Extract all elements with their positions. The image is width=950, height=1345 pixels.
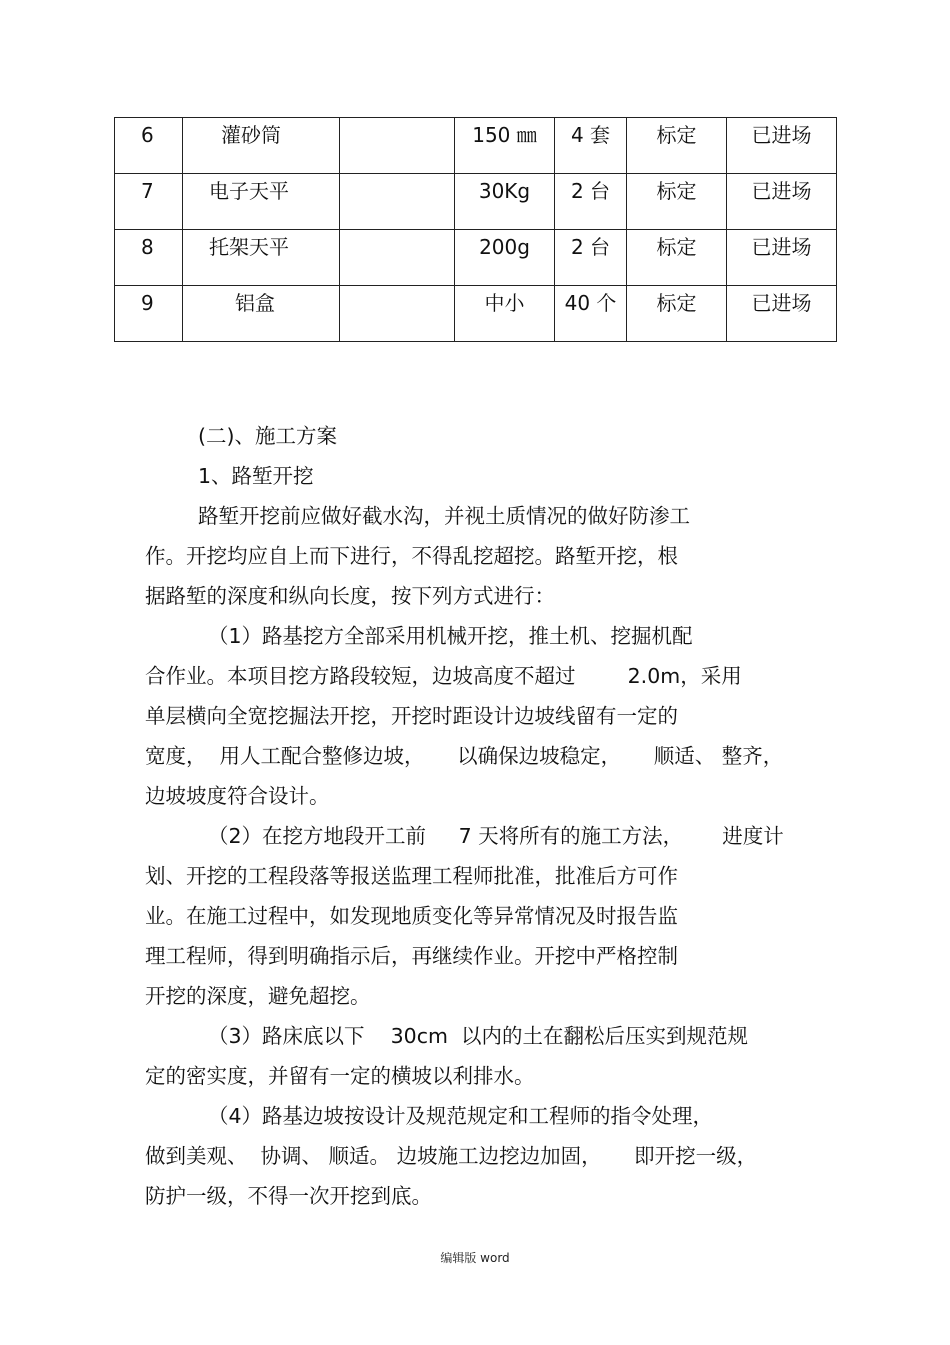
equipment-spec: 中小 [455,286,555,342]
section-subheading: 1、路堑开挖 [198,464,314,488]
equipment-spec: 30Kg [455,174,555,230]
equipment-calibration: 标定 [627,174,727,230]
paragraph-line: 防护一级，不得一次开挖到底。 [145,1184,432,1208]
paragraph-line: 开挖的深度，避免超挖。 [145,984,371,1008]
section-heading: (二)、施工方案 [198,424,337,448]
paragraph-line: 合作业。本项目挖方路段较短，边坡高度不超过 2.0m，采用 [145,664,742,688]
page-footer: 编辑版 word [440,1251,510,1265]
equipment-status: 已进场 [727,118,837,174]
equipment-qty: 2 台 [555,230,627,286]
paragraph-line: 定的密实度，并留有一定的横坡以利排水。 [145,1064,535,1088]
equipment-qty: 2 台 [555,174,627,230]
paragraph-line: （3）路床底以下 30cm 以内的土在翻松后压实到规范规 [208,1024,748,1048]
paragraph-line: 理工程师，得到明确指示后，再继续作业。开挖中严格控制 [145,944,678,968]
table-row [115,174,837,230]
equipment-model [340,118,455,174]
paragraph-line: 业。在施工过程中，如发现地质变化等异常情况及时报告监 [145,904,678,928]
paragraph-line: 据路堑的深度和纵向长度，按下列方式进行： [145,584,555,608]
paragraph-line: （4）路基边坡按设计及规范规定和工程师的指令处理， [208,1104,714,1128]
table-row [115,118,837,174]
equipment-table [114,117,837,342]
paragraph-line: 做到美观、 协调、 顺适。 边坡施工边挖边加固， 即开挖一级， [145,1144,758,1168]
paragraph-line: 路堑开挖前应做好截水沟，并视土质情况的做好防渗工 [198,504,690,528]
equipment-name: 托架天平 [183,230,340,286]
equipment-model [340,230,455,286]
row-number: 6 [115,118,183,174]
row-number: 9 [115,286,183,342]
paragraph-line: 宽度， 用人工配合整修边坡， 以确保边坡稳定， 顺适、 整齐， [145,744,784,768]
equipment-name: 灌砂筒 [183,118,340,174]
paragraph-line: 边坡坡度符合设计。 [145,784,330,808]
equipment-calibration: 标定 [627,286,727,342]
equipment-spec: 200g [455,230,555,286]
table-row [115,286,837,342]
paragraph-line: 作。开挖均应自上而下进行，不得乱挖超挖。路堑开挖，根 [145,544,678,568]
equipment-calibration: 标定 [627,118,727,174]
equipment-status: 已进场 [727,286,837,342]
equipment-model [340,174,455,230]
equipment-status: 已进场 [727,174,837,230]
equipment-qty: 40 个 [555,286,627,342]
equipment-qty: 4 套 [555,118,627,174]
equipment-name: 电子天平 [183,174,340,230]
row-number: 8 [115,230,183,286]
paragraph-line: 单层横向全宽挖掘法开挖，开挖时距设计边坡线留有一定的 [145,704,678,728]
row-number: 7 [115,174,183,230]
equipment-calibration: 标定 [627,230,727,286]
paragraph-line: （2）在挖方地段开工前 7 天将所有的施工方法， 进度计 [208,824,784,848]
equipment-spec: 150 ㎜ [455,118,555,174]
paragraph-line: （1）路基挖方全部采用机械开挖，推土机、挖掘机配 [208,624,693,648]
equipment-status: 已进场 [727,230,837,286]
document-body [145,419,825,1219]
paragraph-line: 划、开挖的工程段落等报送监理工程师批准，批准后方可作 [145,864,678,888]
equipment-name: 铝盒 [183,286,340,342]
table-row [115,230,837,286]
equipment-model [340,286,455,342]
